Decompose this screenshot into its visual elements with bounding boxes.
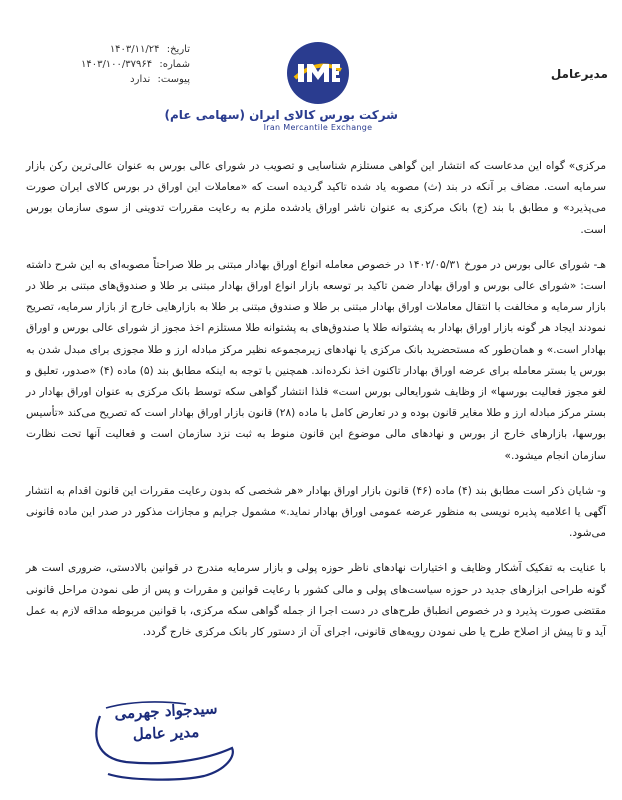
signatory-title: مدیر عامل <box>132 722 200 744</box>
date-value: ۱۴۰۳/۱۱/۲۴ <box>109 44 160 55</box>
signatory-name: سیدجواد جهرمی <box>114 699 218 723</box>
company-name-fa: شرکت بورس کالای ایران (سهامی عام) <box>164 108 398 122</box>
date-row <box>40 42 190 57</box>
date-label: تاریخ: <box>166 44 190 55</box>
attachment-label: پیوست: <box>157 74 190 85</box>
letter-body <box>26 156 606 657</box>
body-paragraph: هـ- شورای عالی بورس در مورخ ۱۴۰۲/۰۵/۳۱ در خصوص معامله انواع اوراق بهادار مبتنی بر طلا صراحتاً مصوبه‌ای به این شرح داشته است: «شورای عالی بورس و اوراق بهادار ضمن تاکید بر توسعه بازار انواع اوراق بهادار مبتنی بر طلا و صندوق‌های مبتنی بر طلا در بازار سرمایه و مخالفت با انتقال معاملات اوراق بهادار مبتنی بر طلا و صندوق مبتنی بر طلا به بازارهایی خارج از بازار سرمایه، تصریح نمودند ایجاد هر گونه بازار اوراق بهادار به پشتوانه طلا یا صندوق‌های به پشتوانه طلا مستلزم اخذ مجوز از شورای عالی بورس و اوراق بهادار است.» و همان‌طور که مستحضرید بانک مرکزی یا نهادهای زیرمجموعه نظیر مرکز مبادله ارز و طلا مجوزی برای مبدل شدن به بورس یا بستر معامله برای عرضه اوراق بهادار تاکنون اخذ نکرده‌اند. همچنین با توجه به اینکه مطابق بند (۵) ماده (۴) «صدور، تعلیق و لغو مجوز فعالیت بورسها» از وظایف شورایعالی بورس است» فلذا انتشار گواهی سکه توسط بانک مرکزی به عنوان اوراق بهادار در بستر مرکز مبادله ارز و طلا مغایر قانون بوده و در تعارض کامل با ماده (۲۸) قانون بازار اوراق بهادار است که تصریح می‌کند «تأسیس بورسها، بازارهای خارج از بورس و نهادهای مالی موضوع این قانون منوط به ثبت نزد سازمان است و فعالیت آنها تحت نظارت سازمان انجام میشود.» <box>26 258 606 462</box>
body-paragraph: مرکزی» گواه این مدعاست که انتشار این گواهی مستلزم شناسایی و تصویب در شورای عالی بورس به عنوان عالی‌ترین رکن بازار سرمایه است. مضاف بر آنکه در بند (ث) مصوبه یاد شده تاکید گردیده است که «معاملات این اوراق در بورس کالای ایران صورت می‌پذیرد» و مطابق با بند (ج) بانک مرکزی به عنوان ناشر اوراق یادشده ملزم به رعایت مقررات تدوینی از سوی سازمان بورس است. <box>26 160 606 236</box>
number-value: ۱۴۰۳/۱۰۰/۳۷۹۶۴ <box>80 59 153 70</box>
number-row <box>40 57 190 72</box>
letter-meta <box>40 42 190 87</box>
company-name-en: Iran Mercantile Exchange <box>263 123 373 132</box>
attachment-value: ندارد <box>130 74 151 85</box>
body-paragraph: با عنایت به تفکیک آشکار وظایف و اختیارات نهادهای ناظر حوزه پولی و بازار سرمایه مندرج در قوانین بالادستی، ضروری است هر گونه طراحی ابزارهای جدید در حوزه سیاست‌های پولی و مالی کشور با رعایت قوانین و مقررات و پس از طی نمودن مراحل قانونی مقتضی صورت پذیرد و در خصوص انطباق طرح‌های در دست اجرا از جمله گواهی سکه مرکزی، با قوانین مربوطه مداقه لازم به عمل آید و تا پیش از اصلاح طرح یا طی نمودن رویه‌های قانونی، اجرای آن از دستور کار بانک مرکزی خارج گردد. <box>26 562 606 639</box>
number-label: شماره: <box>159 59 190 70</box>
signature-block <box>86 696 246 786</box>
ime-logo-icon <box>285 40 351 106</box>
recipient-title: مدیرعامل <box>550 67 608 81</box>
body-paragraph: و- شایان ذکر است مطابق بند (۴) ماده (۴۶) قانون بازار اوراق بهادار «هر شخصی که بدون رعایت مقررات این قانون اقدام به انتشار آگهی یا اعلامیه پذیره نویسی به منظور عرضه عمومی اوراق بهادار نماید.» مشمول جرایم و مجازات مذکور در صدر این ماده قانونی می‌شود. <box>26 484 607 540</box>
attachment-row <box>40 72 190 87</box>
